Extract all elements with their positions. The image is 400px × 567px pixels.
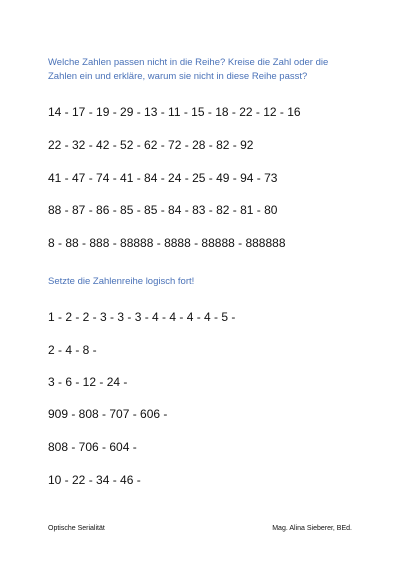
footer-author: Mag. Alina Sieberer, BEd. [272,525,352,532]
sequence-row-5: 8 - 88 - 888 - 88888 - 8888 - 88888 - 888888 [48,236,286,250]
sequence-row-1: 14 - 17 - 19 - 29 - 13 - 11 - 15 - 18 - 22 - 12 - 16 [48,105,301,119]
footer-topic: Optische Serialität [48,525,105,532]
continue-row-6: 10 - 22 - 34 - 46 - [48,473,141,487]
instruction-odd-one-out: Welche Zahlen passen nicht in die Reihe? Kreise die Zahl oder die Zahlen ein und erkläre, warum sie nicht in diese Reihe passt? [48,57,329,82]
instruction-continue-sequence: Setzte die Zahlenreihe logisch fort! [48,276,195,287]
sequence-row-4: 88 - 87 - 86 - 85 - 85 - 84 - 83 - 82 - 81 - 80 [48,203,278,217]
continue-row-4: 909 - 808 - 707 - 606 - [48,407,168,421]
sequence-row-2: 22 - 32 - 42 - 52 - 62 - 72 - 28 - 82 - 92 [48,138,254,152]
continue-row-2: 2 - 4 - 8 - [48,343,97,357]
continue-row-1: 1 - 2 - 2 - 3 - 3 - 3 - 4 - 4 - 4 - 4 - 5 - [48,310,236,324]
continue-row-3: 3 - 6 - 12 - 24 - [48,375,128,389]
continue-row-5: 808 - 706 - 604 - [48,440,137,454]
sequence-row-3: 41 - 47 - 74 - 41 - 84 - 24 - 25 - 49 - 94 - 73 [48,171,278,185]
